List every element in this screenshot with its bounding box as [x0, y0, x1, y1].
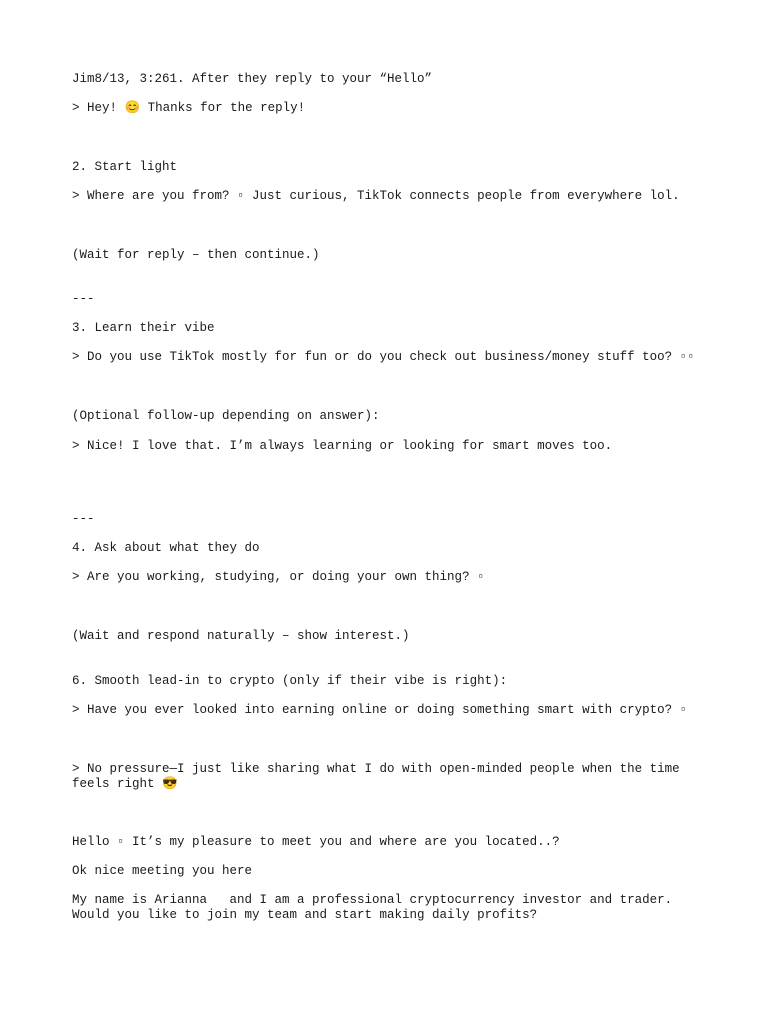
script-line-crypto: > Have you ever looked into earning online or doing something smart with crypto? ▫ — [72, 703, 688, 717]
script-line-nice: > Nice! I love that. I’m always learning or looking for smart moves too. — [72, 439, 613, 453]
section-divider: --- — [72, 292, 95, 306]
script-line-no-pressure: > No pressure—I just like sharing what I do with open-minded people when the time feels right 😎 — [72, 762, 688, 791]
message-line-ok: Ok nice meeting you here — [72, 864, 253, 878]
instruction-wait-reply: (Wait for reply – then continue.) — [72, 248, 320, 262]
script-line-working: > Are you working, studying, or doing your own thing? ▫ — [72, 570, 485, 584]
message-line-name: My name is Arianna and I am a professional cryptocurrency investor and trader. Would you like to join my team and start making daily profits? — [72, 893, 680, 922]
section-divider: --- — [72, 512, 95, 526]
message-line-hello: Hello ▫ It’s my pleasure to meet you and where are you located..? — [72, 835, 560, 849]
message-header-line: Jim8/13, 3:261. After they reply to your “Hello” — [72, 72, 433, 86]
step-heading-ask-do: 4. Ask about what they do — [72, 541, 260, 555]
script-line-tiktok-use: > Do you use TikTok mostly for fun or do you check out business/money stuff too? ▫▫ — [72, 350, 695, 364]
instruction-respond: (Wait and respond naturally – show interest.) — [72, 629, 410, 643]
step-heading-learn-vibe: 3. Learn their vibe — [72, 321, 215, 335]
script-line-thanks: > Hey! 😊 Thanks for the reply! — [72, 101, 306, 115]
instruction-optional: (Optional follow-up depending on answer): — [72, 409, 380, 423]
script-line-where-from: > Where are you from? ▫ Just curious, TikTok connects people from everywhere lol. — [72, 189, 680, 203]
step-heading-start-light: 2. Start light — [72, 160, 178, 174]
step-heading-crypto: 6. Smooth lead-in to crypto (only if their vibe is right): — [72, 674, 508, 688]
